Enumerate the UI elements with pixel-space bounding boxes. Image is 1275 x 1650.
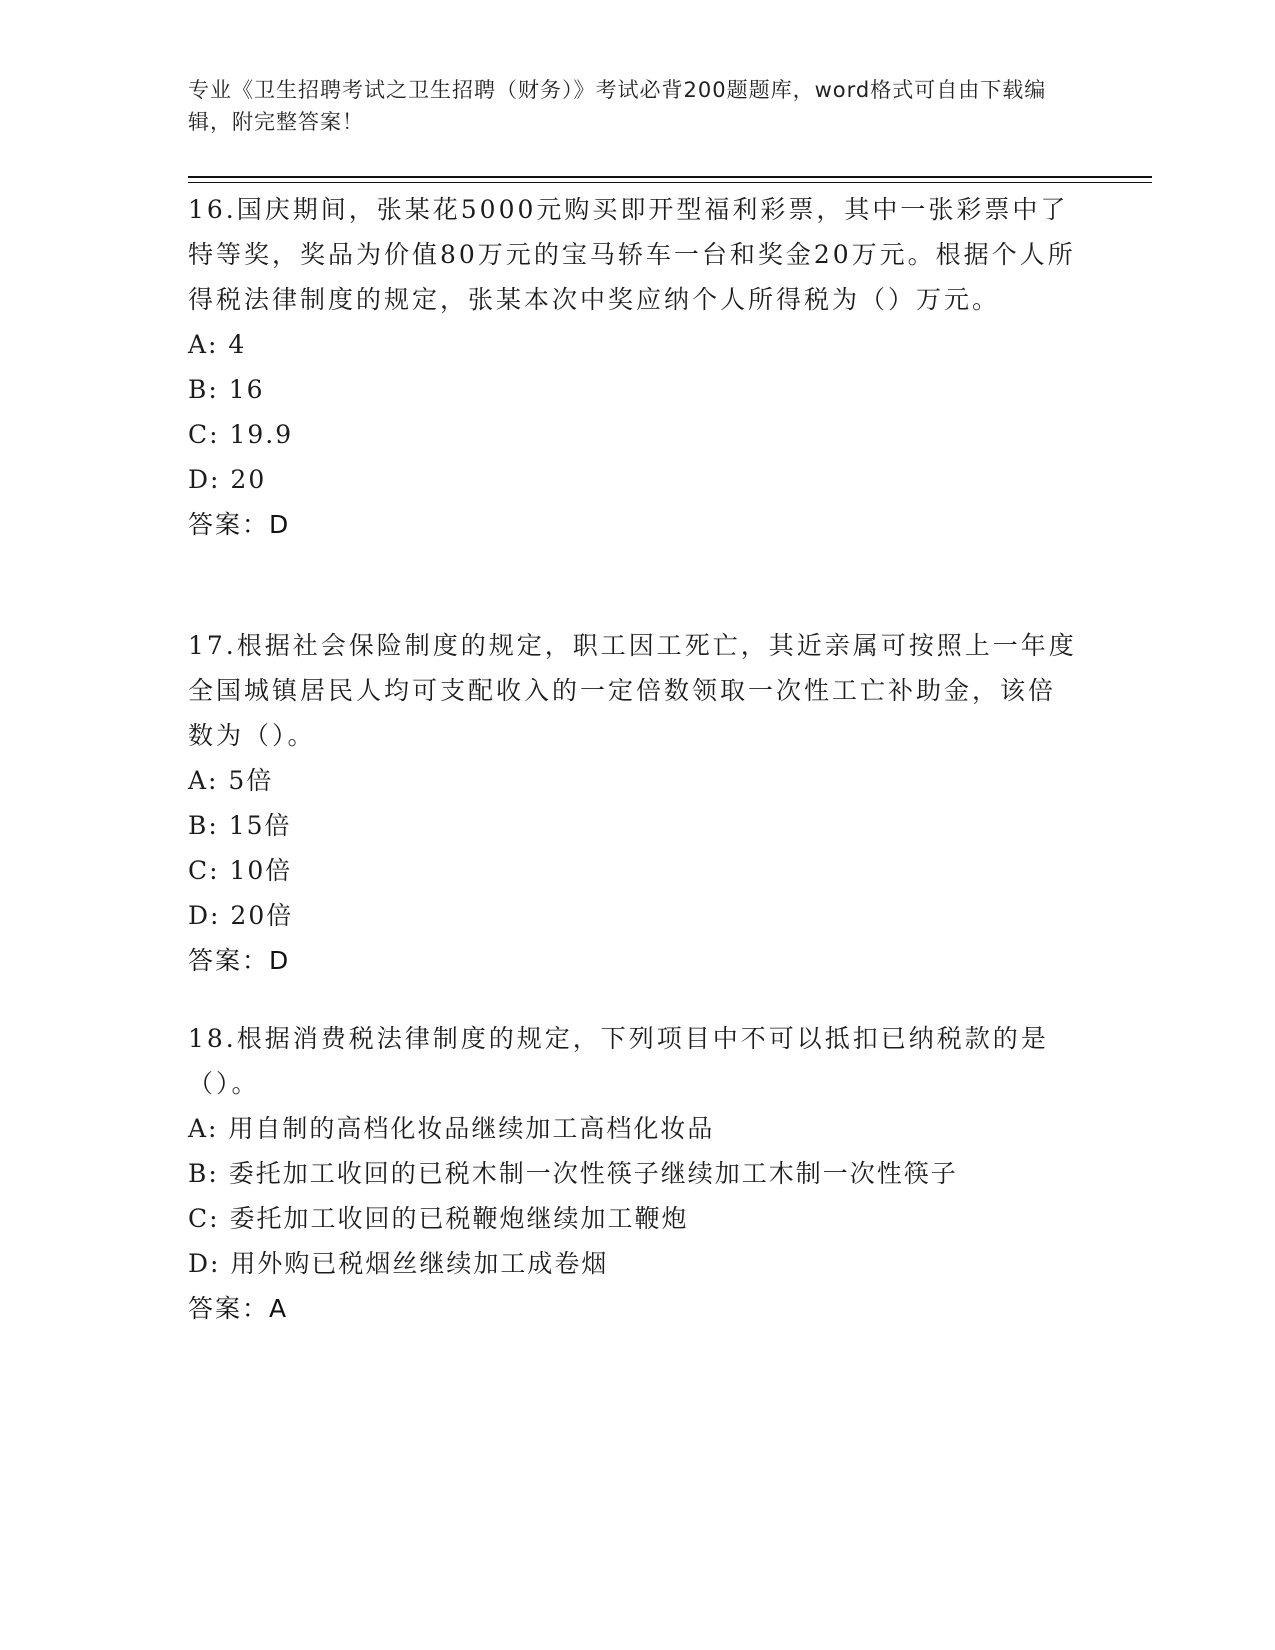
answer-key: 答案：D	[188, 946, 291, 975]
option-d: D: 20倍	[188, 901, 294, 930]
option-b: B: 16	[188, 375, 265, 404]
option-a: A: 5倍	[188, 766, 274, 795]
option-b: B: 委托加工收回的已税木制一次性筷子继续加工木制一次性筷子	[188, 1159, 958, 1188]
option-c: C: 委托加工收回的已税鞭炮继续加工鞭炮	[188, 1204, 689, 1233]
option-a: A: 4	[188, 330, 247, 359]
question-16	[188, 187, 1078, 547]
option-b: B: 15倍	[188, 811, 292, 840]
option-c: C: 10倍	[188, 856, 293, 885]
option-d: D: 20	[188, 465, 267, 494]
header-divider-thin	[188, 182, 1152, 183]
question-text: 16.国庆期间，张某花5000元购买即开型福利彩票，其中一张彩票中了特等奖，奖品为价值80万元的宝马轿车一台和奖金20万元。根据个人所得税法律制度的规定，张某本次中奖应纳个人所得税为（）万元。	[188, 195, 1076, 314]
document-header: 专业《卫生招聘考试之卫生招聘（财务）》考试必背200题题库，word格式可自由下载编辑，附完整答案！	[188, 78, 1047, 134]
answer-key: 答案：D	[188, 510, 291, 539]
question-17	[188, 623, 1078, 983]
header-divider-thick	[188, 176, 1152, 178]
question-text: 17.根据社会保险制度的规定，职工因工死亡，其近亲属可按照上一年度全国城镇居民人均可支配收入的一定倍数领取一次性工亡补助金，该倍数为（）。	[188, 631, 1077, 750]
option-a: A: 用自制的高档化妆品继续加工高档化妆品	[188, 1114, 715, 1143]
option-d: D: 用外购已税烟丝继续加工成卷烟	[188, 1249, 609, 1278]
answer-key: 答案：A	[188, 1294, 289, 1323]
question-text: 18.根据消费税法律制度的规定，下列项目中不可以抵扣已纳税款的是（）。	[188, 1024, 1049, 1098]
question-18	[188, 1016, 1078, 1331]
option-c: C: 19.9	[188, 420, 294, 449]
